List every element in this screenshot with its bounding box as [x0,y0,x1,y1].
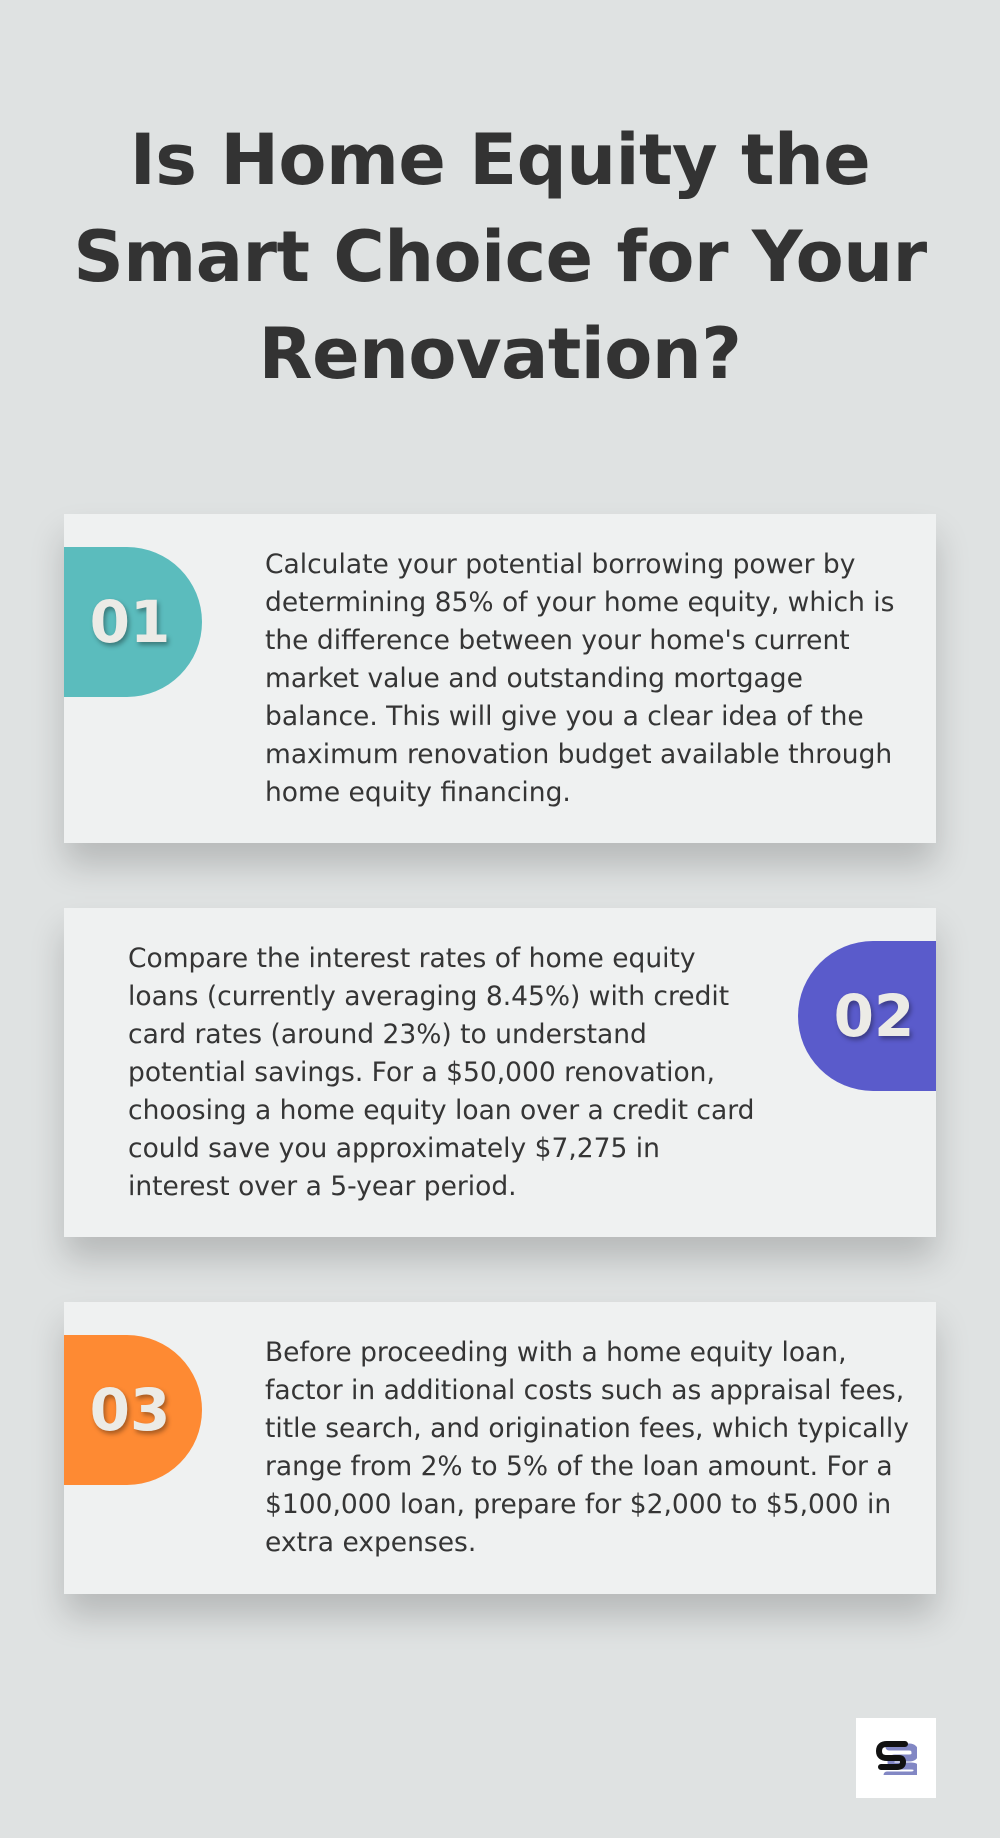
step-text-2: Compare the interest rates of home equity loans (currently averaging 8.45%) with credit card rates (around 23%) to understand potential savings. For a $50,000 renovation, choosing a home equity loan over a credit card could save you approximately $7,275 in interest over a 5-year period. [128,943,755,1202]
step-text-3: Before proceeding with a home equity loan, factor in additional costs such as appraisal fees, title search, and origination fees, which typically range from 2% to 5% of the loan amount. For a $100,000 loan, prepare for $2,000 to $5,000 in extra expenses. [265,1337,909,1558]
step-text-1: Calculate your potential borrowing power by determining 85% of your home equity, which is the difference between your home's current market value and outstanding mortgage balance. This will give you a clear idea of the maximum renovation budget available through home equity financing. [265,549,895,808]
step-number-badge-1: 01 [64,547,202,697]
step-card-2 [64,908,936,1237]
brand-logo-icon [875,1741,917,1775]
step-number-badge-2: 02 [798,941,936,1091]
page-title: Is Home Equity the Smart Choice for Your Renovation? [73,119,927,395]
brand-logo [856,1718,936,1798]
step-number-badge-3: 03 [64,1335,202,1485]
step-card-1 [64,514,936,843]
step-card-3 [64,1302,936,1594]
